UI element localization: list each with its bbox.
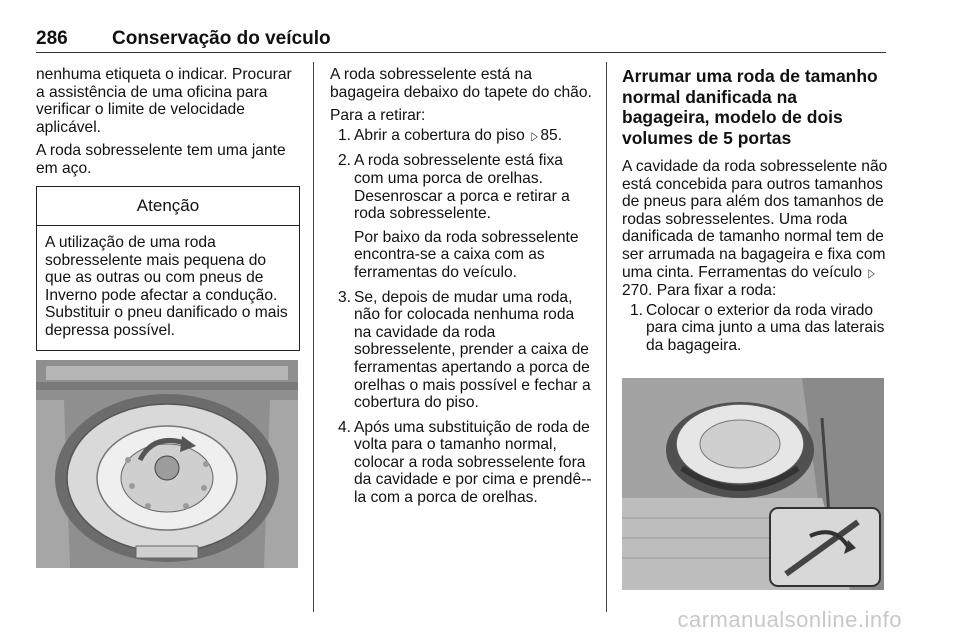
attention-text: A utilização de uma roda sobresselente mais pequena do que as outras ou com pneus de Inverno pode afectar a condução. Substituir o pneu danificado o mais depressa possível.	[45, 234, 288, 339]
list-item: 1. Abrir a cobertura do piso ▷ 85.	[338, 126, 563, 144]
column-2	[330, 66, 595, 514]
damaged-wheel-illustration	[622, 378, 884, 590]
list-item: 3. Se, depois de mudar uma roda, não for colocada nenhuma roda na cavidade da roda sobresselente, prender a caixa de ferramentas apertando a porca de orelhas o mais possível e fechar a cobertura do piso.	[338, 288, 591, 412]
column-1	[36, 66, 302, 184]
page-title: Conservação do veículo	[112, 28, 331, 49]
cross-reference-page[interactable]: 85.	[540, 126, 563, 144]
paragraph-remove-lead: Para a retirar:	[330, 107, 426, 125]
paragraph-damaged-wheel: A cavidade da roda sobresselente não está concebida para outros tamanhos de pneus para além dos tamanhos de rodas sobresselentes. Uma roda danificada de tamanho normal tem de ser arrumada na bagageira e fixa com uma cinta. Ferramentas do veículo ▷270. Para fixar a roda:	[622, 158, 888, 300]
header-divider	[36, 52, 886, 53]
attention-box	[36, 186, 300, 351]
column-divider-1	[313, 62, 314, 612]
page-number: 286	[36, 28, 68, 49]
spare-wheel-drawing	[36, 360, 298, 568]
removal-steps	[330, 127, 595, 507]
cross-reference-page[interactable]: 270	[622, 282, 649, 300]
cross-reference-icon: ▷	[868, 265, 876, 280]
attention-title: Atenção	[37, 187, 299, 226]
list-item: 2. A roda sobresselente está fixa com uma porca de orelhas. Desenroscar a porca e retirar a roda sobresselente. Por baixo da roda sobresselente encontra-se a caixa com as ferramentas do veículo.	[338, 152, 579, 281]
stowing-steps	[622, 302, 888, 355]
cross-reference-icon: ▷	[531, 128, 538, 143]
list-item: 4. Após uma substituição de roda de volta para o tamanho normal, colocar a roda sobresselente fora da cavidade e por cima e prendê--la com a porca de orelhas.	[338, 418, 592, 507]
list-item: 1. Colocar o exterior da roda virado para cima junto a uma das laterais da bagageira.	[630, 301, 885, 354]
paragraph-speed-limit: nenhuma etiqueta o indicar. Procurar a assistência de uma oficina para verificar o limite de velocidade aplicável.	[36, 66, 292, 136]
column-3	[622, 66, 888, 362]
section-heading: Arrumar uma roda de tamanho normal danificada na bagageira, modelo de dois volumes de 5 portas	[622, 66, 878, 148]
paragraph-spare-location: A roda sobresselente está na bagageira debaixo do tapete do chão.	[330, 66, 592, 101]
damaged-wheel-drawing	[622, 378, 884, 590]
paragraph-steel-rim: A roda sobresselente tem uma jante em aço.	[36, 142, 286, 177]
watermark: carmanualsonline.info	[677, 607, 902, 632]
spare-wheel-illustration	[36, 360, 298, 568]
column-divider-2	[606, 62, 607, 612]
